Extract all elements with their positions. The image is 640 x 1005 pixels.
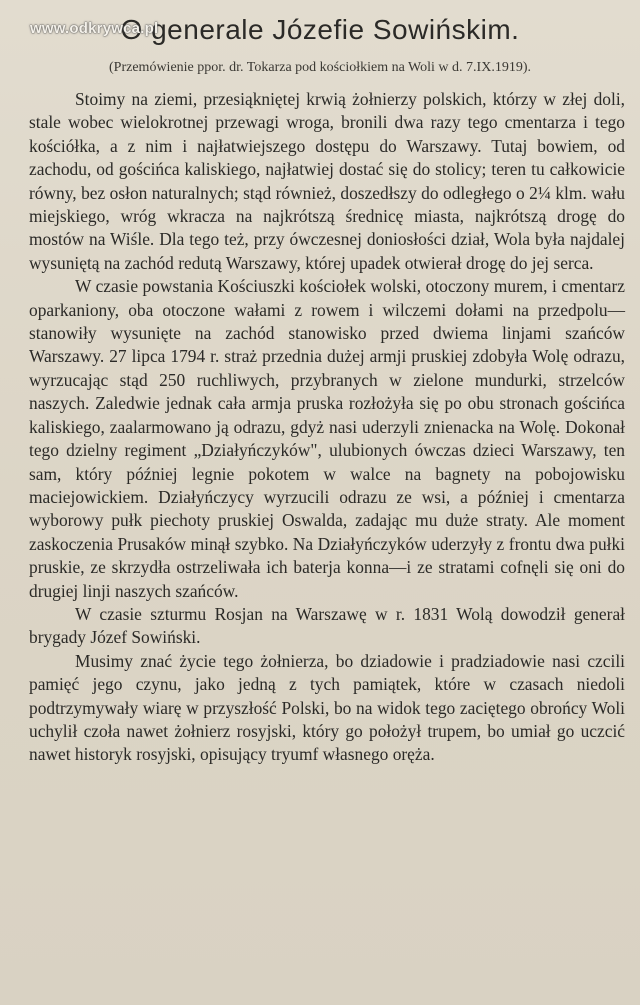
- article-body: [29, 88, 625, 767]
- paragraph-2: W czasie powstania Kościuszki kościołek wolski, otoczony murem, i cmentarz oparkaniony, oba otoczone wałami z rowem i wilczemi dołami na przedpolu—stanowiły wysunięte na zachód stanowisko przed dwiema linjami szańców Warszawy. 27 lipca 1794 r. straż przednia dużej armji pruskiej zdobyła Wolę odrazu, wyrzucając stąd 250 ruchliwych, przybranych w zielone mundurki, strzelców naszych. Zaledwie jednak cała armja pruska rozłożyła się po obu stronach gościńca kaliskiego, zaalarmowano ją odrazu, gdyż nasi uderzyli znienacka na Wolę. Dokonał tego dzielny regiment „Działyńczyków", ulubionych ówczas dzieci Warszawy, ten sam, który później legnie pokotem w walce na bagnety na pobojowisku maciejowickiem. Działyńczycy wyrzucili odrazu ze wsi, a później i cmentarza wyborowy pułk piechoty pruskiej Oswalda, zadając mu duże straty. Ale moment zaskoczenia Prusaków minął szybko. Na Działyńczyków uderzyły z frontu dwa pułki pruskie, ze skrzydła ostrzeliwała ich baterja konna—i ze stratami cofnęli się oni do drugiej linji naszych szańców.: [29, 276, 625, 601]
- article-subtitle: (Przemówienie ppor. dr. Tokarza pod kościołkiem na Woli w d. 7.IX.1919).: [109, 60, 531, 75]
- watermark: www.odkrywca.pl: [30, 20, 159, 37]
- paragraph-4: Musimy znać życie tego żołnierza, bo dziadowie i pradziadowie nasi czcili pamięć jego czynu, jako jedną z tych pamiątek, które w czasach niedoli podtrzymywały wiarę w przyszłość Polski, bo na widok tego zaciętego obrońcy Woli uchylił czoła nawet żołnierz rosyjski, który go położył trupem, bo umiał go uczcić nawet historyk rosyjski, opisujący tryumf własnego oręża.: [29, 650, 625, 765]
- article-title: O generale Józefie Sowińskim.: [120, 14, 520, 45]
- paragraph-3: W czasie szturmu Rosjan na Warszawę w r. 1831 Wolą dowodził generał brygady Józef Sowiński.: [29, 603, 625, 648]
- paragraph-1: Stoimy na ziemi, przesiąkniętej krwią żołnierzy polskich, którzy w złej doli, stale wobec wielokrotnej przewagi wroga, bronili dwa razy tego cmentarza i tego kościółka, a z nim i najłatwiejszego dostępu do Warszawy. Tutaj bowiem, od zachodu, od gościńca kaliskiego, najłatwiej dostać się do stolicy; teren tu całkowicie równy, bez osłon naturalnych; stąd również, doszedłszy do odległego o 2¼ klm. wału miejskiego, wróg wkracza na najkrótszą średnicę miasta, najkrótszą drogę do mostów na Wiśle. Dla tego też, przy ówczesnej doniosłości dział, Wola była najdalej wysuniętą na zachód redutą Warszawy, której upadek otwierał drogę do jej serca.: [29, 89, 625, 273]
